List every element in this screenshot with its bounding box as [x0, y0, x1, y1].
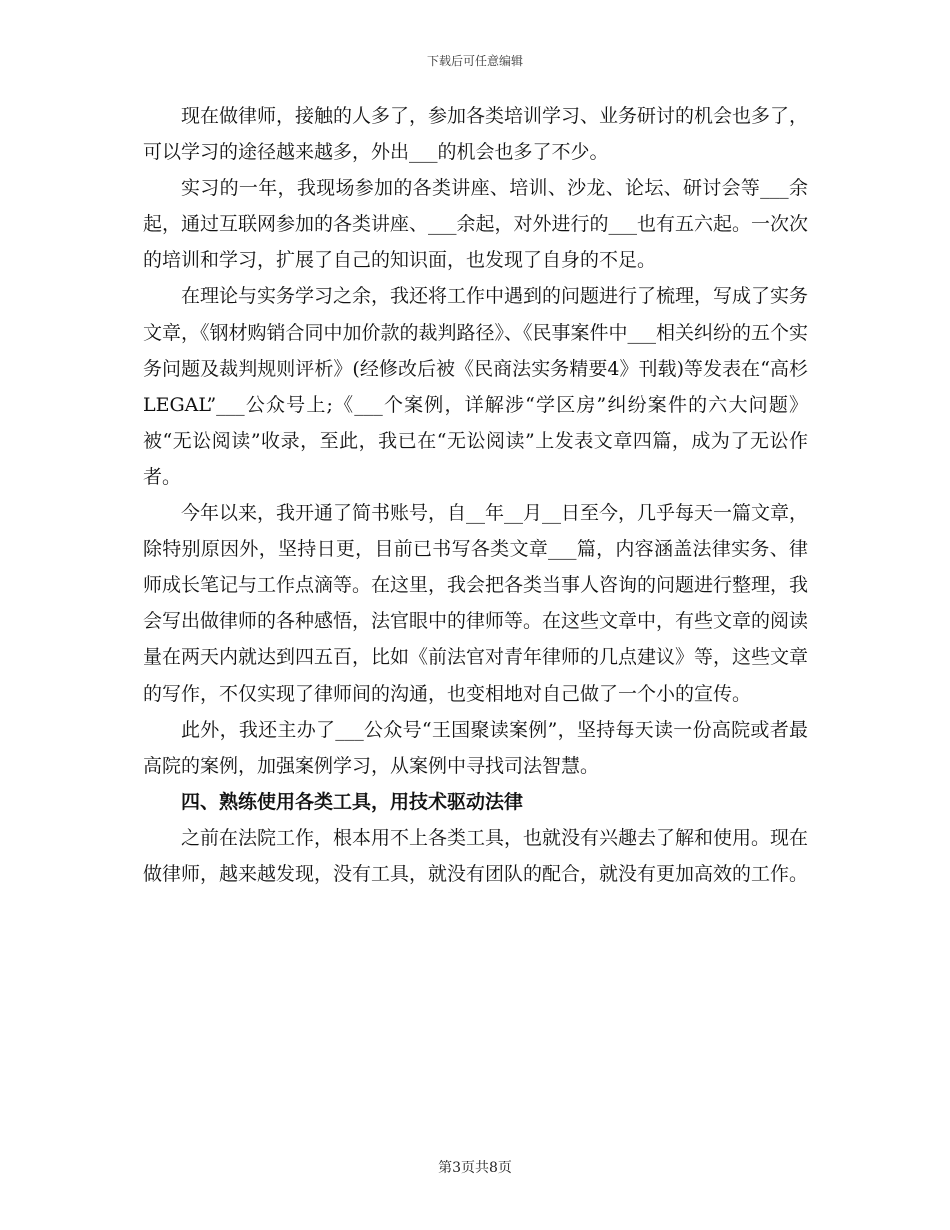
paragraph-articles: 在理论与实务学习之余，我还将工作中遇到的问题进行了梳理，写成了实务文章，《钢材购销合同中加价款的裁判路径》、《民事案件中___相关纠纷的五个实务问题及裁判规则评析》(经修改后被《民商法实务精要4》刊载)等发表在“高杉LEGAL”___公众号上;《___个案例，详解涉“学区房”纠纷案件的六大问题》被“无讼阅读”收录，至此，我已在“无讼阅读”上发表文章四篇，成为了无讼作者。: [143, 285, 809, 488]
paragraph-internship: 实习的一年，我现场参加的各类讲座、培训、沙龙、论坛、研讨会等___余起，通过互联网参加的各类讲座、___余起，对外进行的___也有五六起。一次次的培训和学习，扩展了自己的知识面，也发现了自身的不足。: [143, 177, 809, 272]
document-body: [143, 98, 808, 892]
page-header: 下载后可任意编辑: [426, 54, 523, 68]
section-heading-tools: 四、熟练使用各类工具，用技术驱动法律: [181, 790, 524, 813]
page-number: 第3页共8页: [438, 1160, 512, 1176]
paragraph-jianshu: 今年以来，我开通了简书账号，自__年__月__日至今，几乎每天一篇文章，除特别原因外，坚持日更，目前已书写各类文章___篇，内容涵盖法律实务、律师成长笔记与工作点滴等。在这里，我会把各类当事人咨询的问题进行整理，我会写出做律师的各种感悟，法官眼中的律师等。在这些文章中，有些文章的阅读量在两天内就达到四五百，比如《前法官对青年律师的几点建议》等，这些文章的写作，不仅实现了律师间的沟通，也变相地对自己做了一个小的宣传。: [143, 502, 809, 705]
paragraph-wechat-account: 此外，我还主办了___公众号“王国聚读案例”，坚持每天读一份高院或者最高院的案例，加强案例学习，从案例中寻找司法智慧。: [143, 718, 808, 777]
paragraph-training: 现在做律师，接触的人多了，参加各类培训学习、业务研讨的机会也多了，可以学习的途径越来越多，外出___的机会也多了不少。: [143, 105, 809, 164]
paragraph-tools: 之前在法院工作，根本用不上各类工具，也就没有兴趣去了解和使用。现在做律师，越来越发现，没有工具，就没有团队的配合，就没有更加高效的工作。: [143, 826, 809, 885]
